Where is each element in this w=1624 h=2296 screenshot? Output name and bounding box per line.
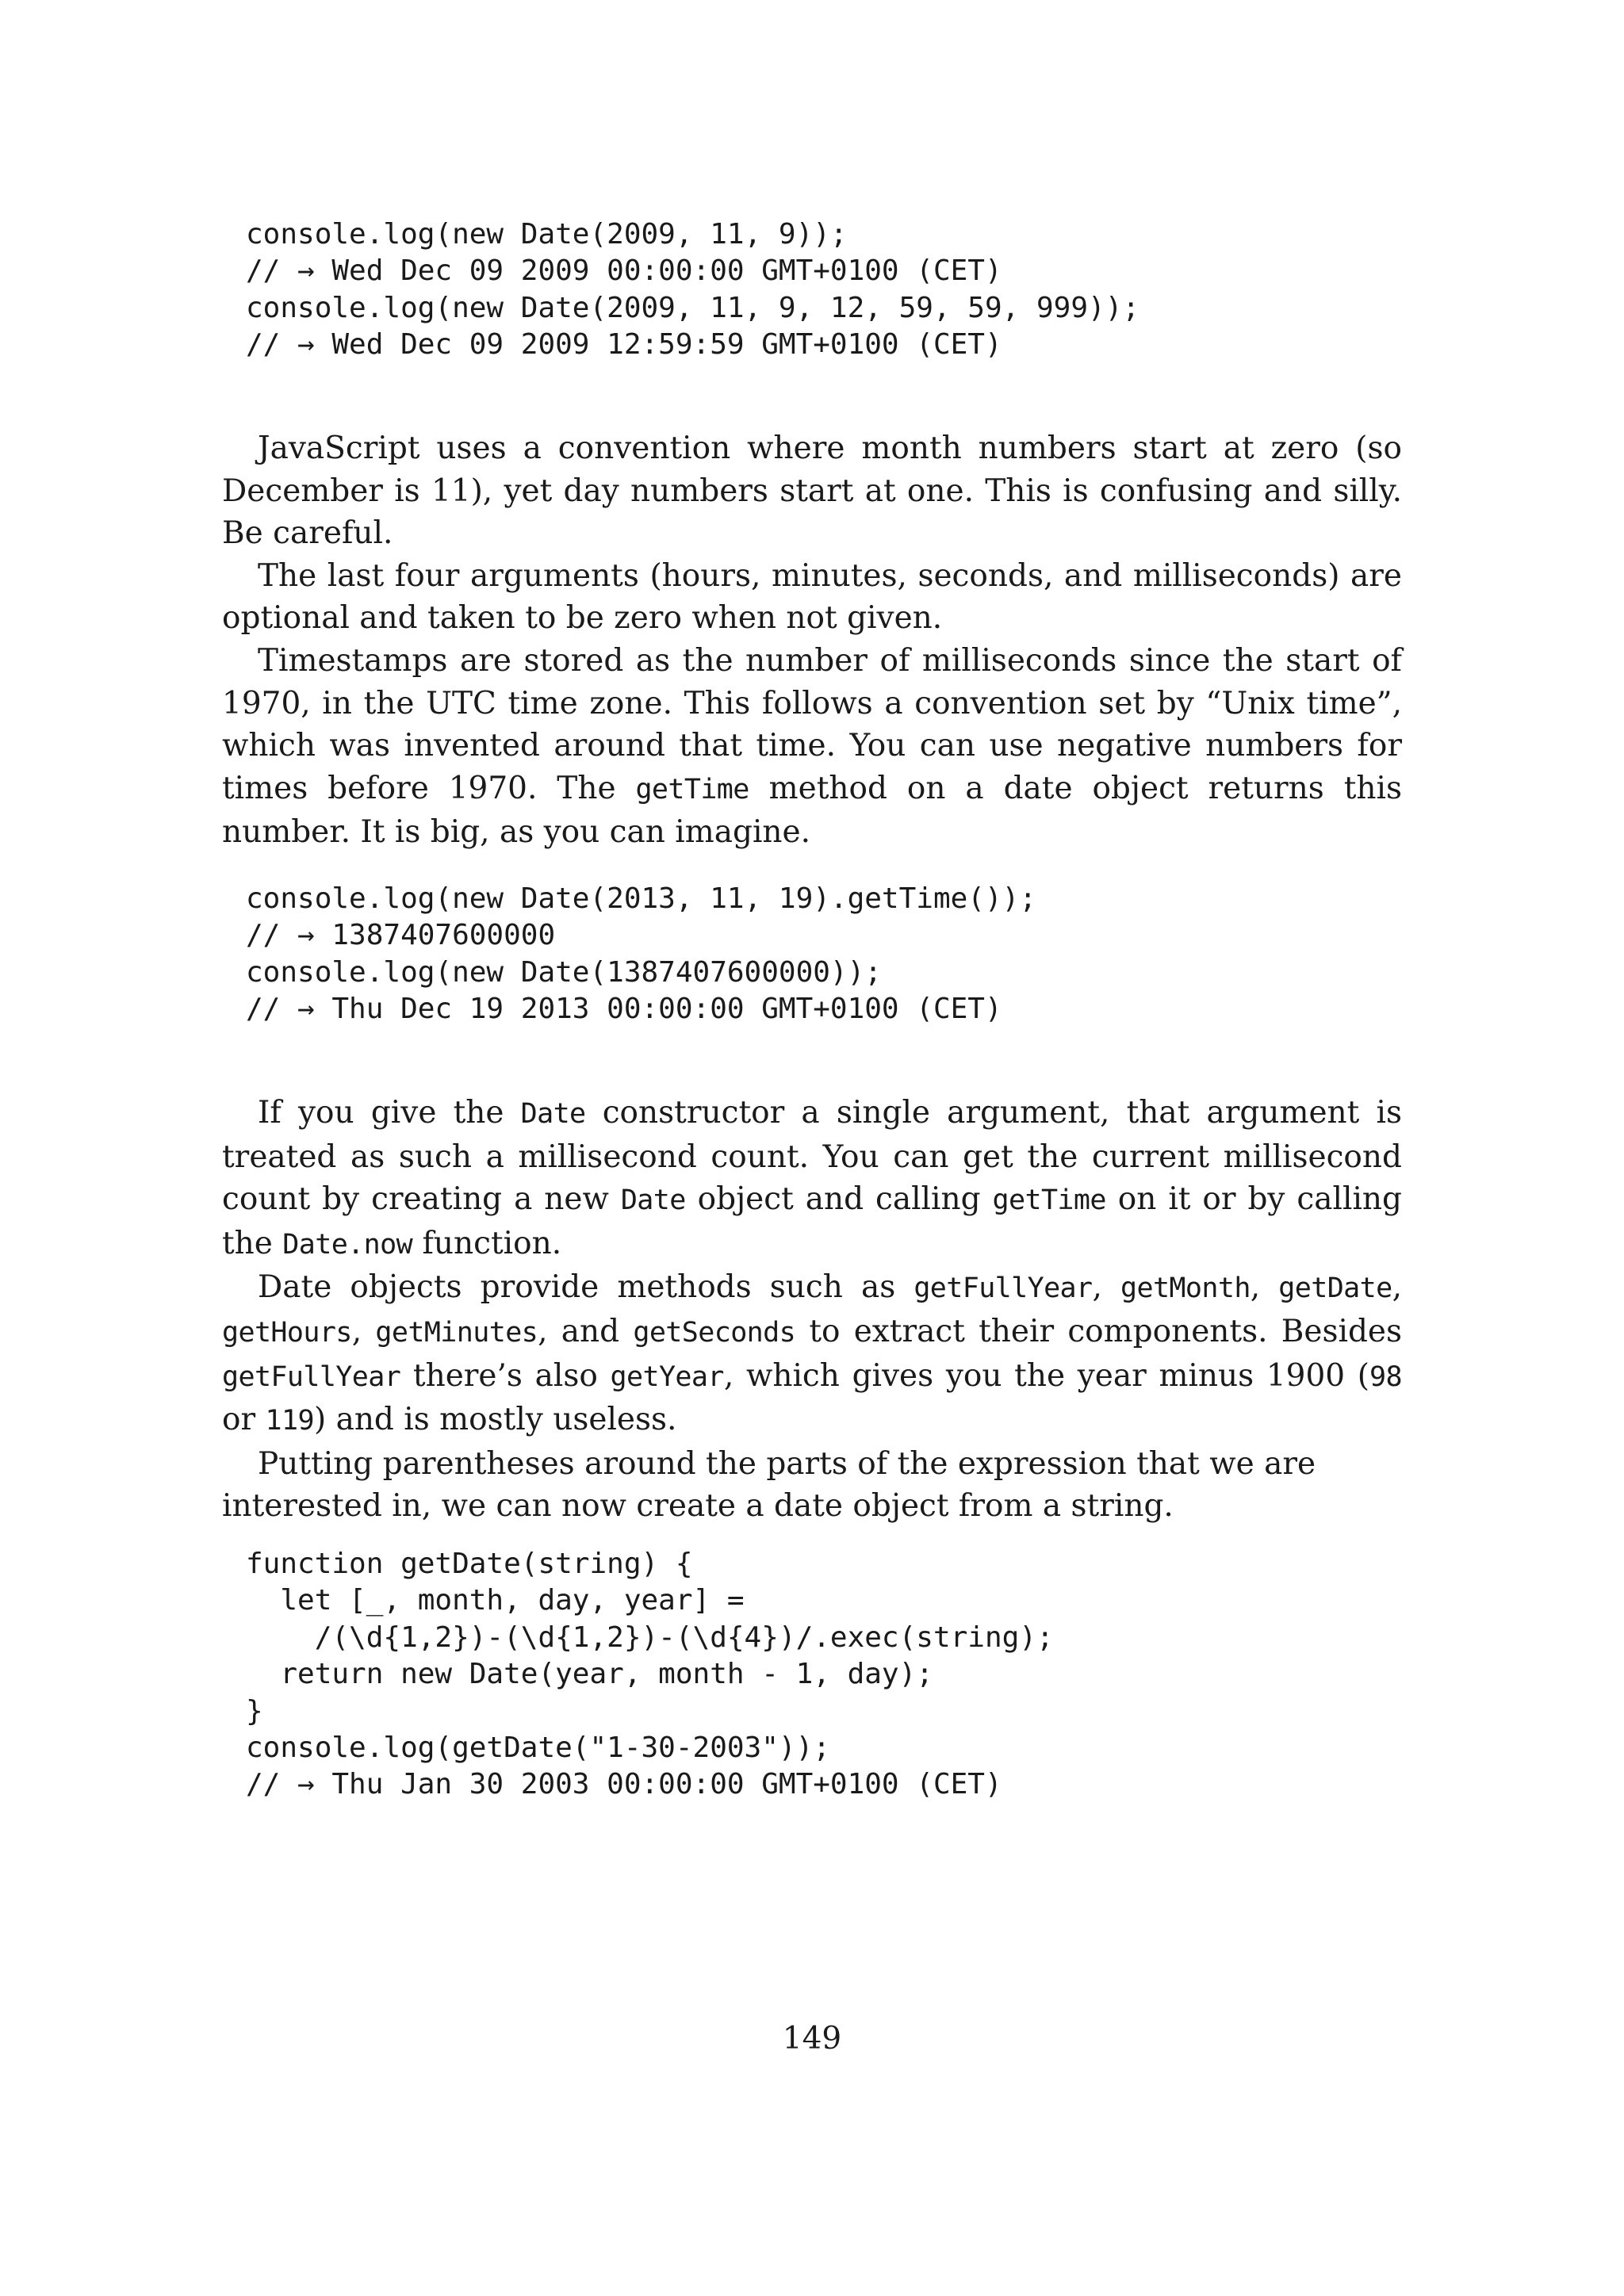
inline-code: getHours — [222, 1316, 352, 1349]
paragraph-text: there’s also — [400, 1357, 611, 1394]
code-line: let [_, month, day, year] = — [246, 1584, 745, 1617]
inline-code: getMinutes — [375, 1316, 538, 1349]
text-section — [222, 427, 1402, 854]
paragraph-text: or — [222, 1402, 266, 1438]
paragraph-text: , — [1250, 1269, 1279, 1306]
code-line: // → Thu Dec 19 2013 00:00:00 GMT+0100 (CET) — [246, 993, 1002, 1026]
paragraph: Putting parentheses around the parts of the expression that we are interested in, we can now create a date object from a string. — [222, 1445, 1316, 1525]
paragraph-text: function. — [412, 1225, 562, 1261]
paragraph — [222, 1266, 1402, 1442]
inline-code: getFullYear — [914, 1272, 1093, 1305]
code-line: /(\d{1,2})-(\d{1,2})-(\d{4})/.exec(string); — [246, 1621, 1054, 1654]
code-line: console.log(new Date(2009, 11, 9, 12, 59, 59, 999)); — [246, 291, 1140, 324]
code-line: console.log(getDate("1-30-2003")); — [246, 1732, 830, 1765]
inline-code: 98 — [1369, 1360, 1402, 1393]
paragraph-text: to extract their components. Besides — [795, 1313, 1403, 1349]
inline-code: getYear — [610, 1360, 724, 1393]
paragraph-text: , — [1092, 1269, 1121, 1306]
paragraph-text: on it or by calling the — [222, 1181, 1403, 1261]
paragraph-text: constructor a single argument, that argument is treated as such a millisecond count. You can get the current millisecond count by creating a new — [222, 1095, 1402, 1218]
page-number: 149 — [782, 2021, 842, 2057]
inline-code: Date.now — [282, 1228, 413, 1261]
code-line: } — [246, 1694, 263, 1728]
paragraph-text: Timestamps are stored as the number of milliseconds since the start of 1970, in the UTC time zone. This follows a convention set by “Unix time”, which was invented around that time. You can use negative numbers for times before 1970. The — [222, 642, 1402, 806]
inline-code: Date — [620, 1184, 686, 1217]
inline-code: Date — [520, 1098, 586, 1130]
paragraph — [222, 1092, 1402, 1266]
code-line: // → Wed Dec 09 2009 12:59:59 GMT+0100 (CET) — [246, 328, 1002, 362]
code-block — [246, 1546, 1054, 1804]
paragraph: The last four arguments (hours, minutes, seconds, and milliseconds) are optional and taken to be zero when not given. — [222, 557, 1402, 637]
paragraph-text: , which gives you the year minus 1900 ( — [723, 1357, 1370, 1394]
inline-code: getDate — [1278, 1272, 1392, 1305]
inline-code: getMonth — [1120, 1272, 1251, 1305]
code-line: console.log(new Date(1387407600000)); — [246, 955, 882, 989]
paragraph-text: , — [1392, 1269, 1403, 1306]
paragraph-text: Date objects provide methods such as — [258, 1269, 914, 1306]
paragraph-text: ) and is mostly useless. — [313, 1402, 677, 1438]
inline-code: getSeconds — [633, 1316, 796, 1349]
paragraph-text: method on a date object returns this number. It is big, as you can imagine. — [222, 770, 1402, 851]
text-section — [222, 1092, 1402, 1528]
code-line: function getDate(string) { — [246, 1548, 693, 1580]
paragraph — [222, 640, 1402, 854]
paragraph-text: , and — [538, 1313, 634, 1349]
code-line: console.log(new Date(2009, 11, 9)); — [246, 218, 848, 251]
code-line: return new Date(year, month - 1, day); — [246, 1658, 933, 1691]
paragraph-text: object and calling — [685, 1181, 993, 1218]
paragraph-text: If you give the — [258, 1095, 521, 1131]
code-line: // → 1387407600000 — [246, 919, 556, 952]
code-block — [246, 216, 1139, 364]
paragraph: JavaScript uses a convention where month numbers start at zero (so December is 11), yet day numbers start at one. This is confusing and silly. Be careful. — [222, 430, 1402, 552]
code-line: // → Thu Jan 30 2003 00:00:00 GMT+0100 (CET) — [246, 1768, 1002, 1801]
code-line: console.log(new Date(2013, 11, 19).getTime()); — [246, 882, 1036, 915]
inline-code: getFullYear — [222, 1360, 401, 1393]
code-block — [246, 881, 1036, 1028]
paragraph-text: , — [351, 1313, 376, 1349]
inline-code: 119 — [265, 1405, 314, 1437]
inline-code: getTime — [635, 773, 749, 806]
inline-code: getTime — [992, 1184, 1106, 1217]
code-line: // → Wed Dec 09 2009 00:00:00 GMT+0100 (CET) — [246, 254, 1002, 288]
